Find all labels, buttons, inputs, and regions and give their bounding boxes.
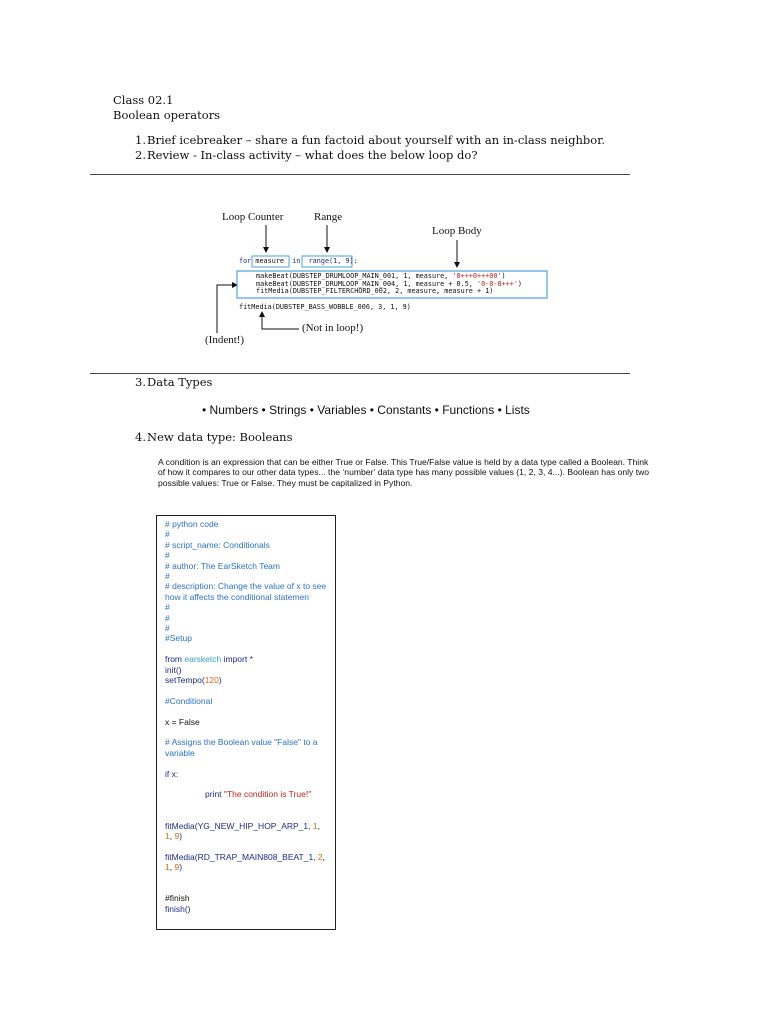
- range-label: Range: [314, 211, 343, 223]
- code-comment: #: [165, 623, 170, 634]
- topic-title: Boolean operators: [113, 108, 221, 122]
- code-import-line: from earsketch import *: [165, 654, 253, 665]
- list-item: 1. Brief icebreaker – share a fun factoid about yourself with an in-class neighbor.: [135, 133, 606, 147]
- section-data-types: 3.Data Types: [135, 375, 213, 389]
- loop-body-label: Loop Body: [432, 225, 482, 237]
- code-if-line: if x:: [165, 768, 179, 779]
- code-finish-comment: #finish: [165, 893, 190, 904]
- code-comment: #Setup: [165, 633, 192, 644]
- boolean-paragraph: A condition is an expression that can be either True or False. This True/False value is held by a data type called a Boolean. Think of how it compares to our other data types... the ‘number’ data type has many possible values (1, 2, 3, 4...). Boolean has only two possible values: True or False. They must be capitalized in Python.: [158, 457, 650, 488]
- review-text: Review - In-class activity – what does the below loop do?: [147, 148, 478, 162]
- list-item: 2. Review - In-class activity – what does the below loop do?: [135, 148, 478, 162]
- code-assign-line: x = False: [165, 716, 200, 727]
- code-comment: #: [165, 602, 170, 613]
- code-comment: # Assigns the Boolean value "False" to a variable: [165, 737, 318, 758]
- section-title: Data Types: [147, 375, 213, 389]
- code-listing: [156, 515, 336, 930]
- code-comment: # description: Change the value of x to see how it affects the conditional statemen: [165, 581, 327, 602]
- icebreaker-text: Brief icebreaker – share a fun factoid about yourself with an in-class neighbor.: [147, 133, 606, 147]
- code-comment: # python code: [165, 519, 219, 529]
- not-in-loop-arrow: [262, 314, 299, 329]
- section-booleans: 4.New data type: Booleans: [135, 430, 293, 444]
- after-loop-line: fitMedia(DUBSTEP_BASS_WOBBLE_006, 3, 1, 9): [239, 303, 411, 311]
- code-fitmedia-line: fitMedia(RD_TRAP_MAIN808_BEAT_1, 2, 1, 9): [165, 851, 326, 873]
- indent-label: (Indent!): [205, 334, 245, 346]
- code-comment: # author: The EarSketch Team: [165, 560, 280, 571]
- code-init-line: init(): [165, 664, 182, 675]
- class-label: Class 02.1: [113, 93, 174, 107]
- loop-body-code: makeBeat(DUBSTEP_DRUMLOOP_MAIN_001, 1, measure, '0+++0+++00') makeBeat(DUBSTEP_DRUMLOOP_MAIN_004, 1, measure + 0.5, '0-0-0+++') fitMedia(DUBSTEP_FILTERCHORD_002, 2, measure, measure + 1): [256, 272, 522, 296]
- loop-counter-label: Loop Counter: [222, 211, 284, 223]
- code-comment: #: [165, 571, 170, 582]
- code-comment: #: [165, 612, 170, 623]
- loop-diagram: [0, 0, 768, 370]
- diagram-arrows: [0, 0, 768, 370]
- code-comment: #: [165, 529, 170, 540]
- code-comment: #: [165, 550, 170, 561]
- code-comment: # script_name: Conditionals: [165, 539, 270, 550]
- indent-arrow: [217, 285, 235, 333]
- code-finish-line: finish(): [165, 903, 191, 914]
- divider: [90, 373, 630, 374]
- code-tempo-line: setTempo(120): [165, 675, 222, 686]
- not-in-loop-label: (Not in loop!): [302, 322, 364, 334]
- code-fitmedia-line: fitMedia(YG_NEW_HIP_HOP_ARP_1, 1, 1, 9): [165, 820, 320, 842]
- section-title: New data type: Booleans: [147, 430, 293, 444]
- for-line: for measure in range(1, 9):: [239, 257, 358, 265]
- code-comment: #Conditional: [165, 695, 213, 706]
- data-types-list: • Numbers • Strings • Variables • Constants • Functions • Lists: [202, 403, 530, 417]
- code-print-line: print "The condition is True!": [205, 789, 312, 800]
